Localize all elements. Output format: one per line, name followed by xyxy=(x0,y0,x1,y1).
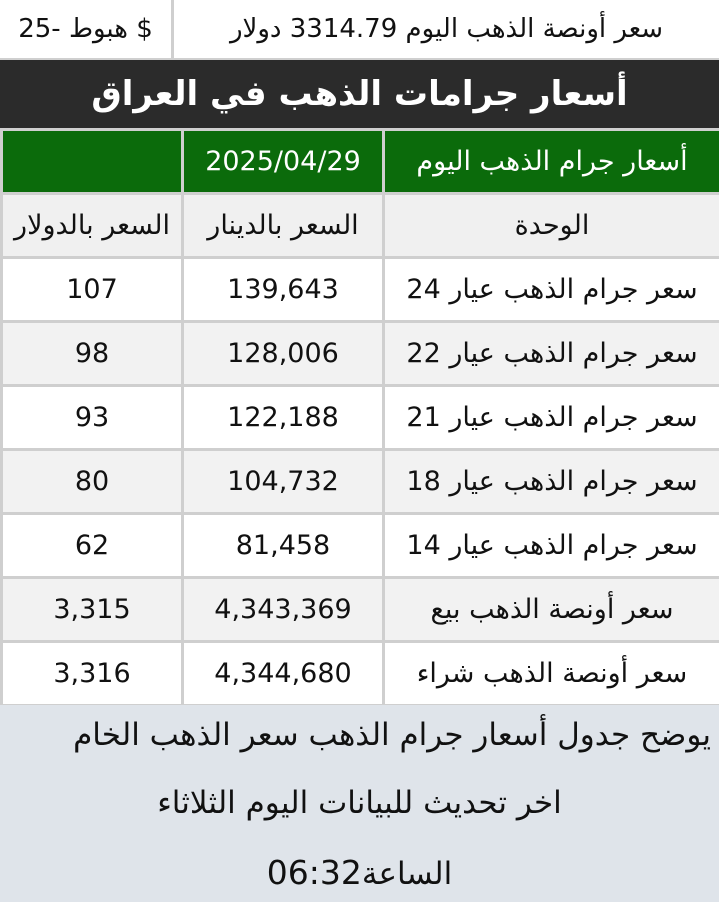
table-column-headers xyxy=(2,194,719,258)
ounce-price-text: سعر أونصة الذهب اليوم 3314.79 دولار xyxy=(229,14,664,44)
row-iqd-value: 139,643 xyxy=(227,274,339,305)
row-iqd-value: 128,006 xyxy=(227,338,339,369)
row-unit: سعر أونصة الذهب شراء xyxy=(384,642,719,706)
row-iqd xyxy=(183,514,384,578)
price-change-text: هبوط -25 $ xyxy=(18,14,153,44)
row-unit: سعر جرام الذهب عيار 24 xyxy=(384,258,719,322)
row-usd-value: 3,316 xyxy=(53,658,131,689)
row-usd xyxy=(2,578,183,642)
header-empty-cell xyxy=(2,130,183,194)
row-usd-value: 80 xyxy=(74,466,110,497)
column-header-unit: الوحدة xyxy=(384,194,719,258)
row-usd xyxy=(2,258,183,322)
row-usd-value: 107 xyxy=(66,274,118,305)
gold-prices-table xyxy=(0,128,719,707)
row-iqd-value: 122,188 xyxy=(227,402,339,433)
table-row xyxy=(2,386,719,450)
table-row xyxy=(2,578,719,642)
row-iqd xyxy=(183,450,384,514)
row-iqd xyxy=(183,578,384,642)
column-header-usd: السعر بالدولار xyxy=(2,194,183,258)
table-row xyxy=(2,322,719,386)
row-unit: سعر جرام الذهب عيار 18 xyxy=(384,450,719,514)
update-time xyxy=(0,853,719,892)
table-caption: يوضح جدول أسعار جرام الذهب سعر الذهب الخام xyxy=(73,717,711,753)
row-usd xyxy=(2,322,183,386)
page-title: أسعار جرامات الذهب في العراق xyxy=(91,74,628,114)
price-change-cell xyxy=(0,0,174,58)
ounce-price-ticker xyxy=(0,0,719,60)
row-usd-value: 98 xyxy=(74,338,110,369)
table-header-green xyxy=(2,130,719,194)
row-iqd xyxy=(183,322,384,386)
row-unit: سعر أونصة الذهب بيع xyxy=(384,578,719,642)
row-usd xyxy=(2,514,183,578)
row-usd xyxy=(2,386,183,450)
row-iqd-value: 4,344,680 xyxy=(214,658,352,689)
row-iqd xyxy=(183,386,384,450)
row-unit: سعر جرام الذهب عيار 22 xyxy=(384,322,719,386)
header-date: 2025/04/29 xyxy=(183,130,384,194)
row-iqd-value: 104,732 xyxy=(227,466,339,497)
table-row xyxy=(2,514,719,578)
table-row xyxy=(2,258,719,322)
page-title-bar xyxy=(0,60,719,128)
row-unit: سعر جرام الذهب عيار 21 xyxy=(384,386,719,450)
row-usd-value: 3,315 xyxy=(53,594,131,625)
table-caption-footer xyxy=(0,705,719,902)
row-usd-value: 62 xyxy=(74,530,110,561)
header-today-label: أسعار جرام الذهب اليوم xyxy=(384,130,719,194)
table-row xyxy=(2,642,719,706)
row-iqd-value: 81,458 xyxy=(235,530,331,561)
row-usd xyxy=(2,642,183,706)
row-iqd xyxy=(183,258,384,322)
table-row xyxy=(2,450,719,514)
update-time-label: الساعة xyxy=(361,856,453,892)
row-usd-value: 93 xyxy=(74,402,110,433)
column-header-iqd: السعر بالدينار xyxy=(183,194,384,258)
row-unit: سعر جرام الذهب عيار 14 xyxy=(384,514,719,578)
update-time-value: 06:32 xyxy=(266,853,362,892)
row-iqd-value: 4,343,369 xyxy=(214,594,352,625)
last-update-text: اخر تحديث للبيانات اليوم الثلاثاء xyxy=(157,785,562,821)
row-iqd xyxy=(183,642,384,706)
ounce-price-cell xyxy=(174,0,719,58)
row-usd xyxy=(2,450,183,514)
